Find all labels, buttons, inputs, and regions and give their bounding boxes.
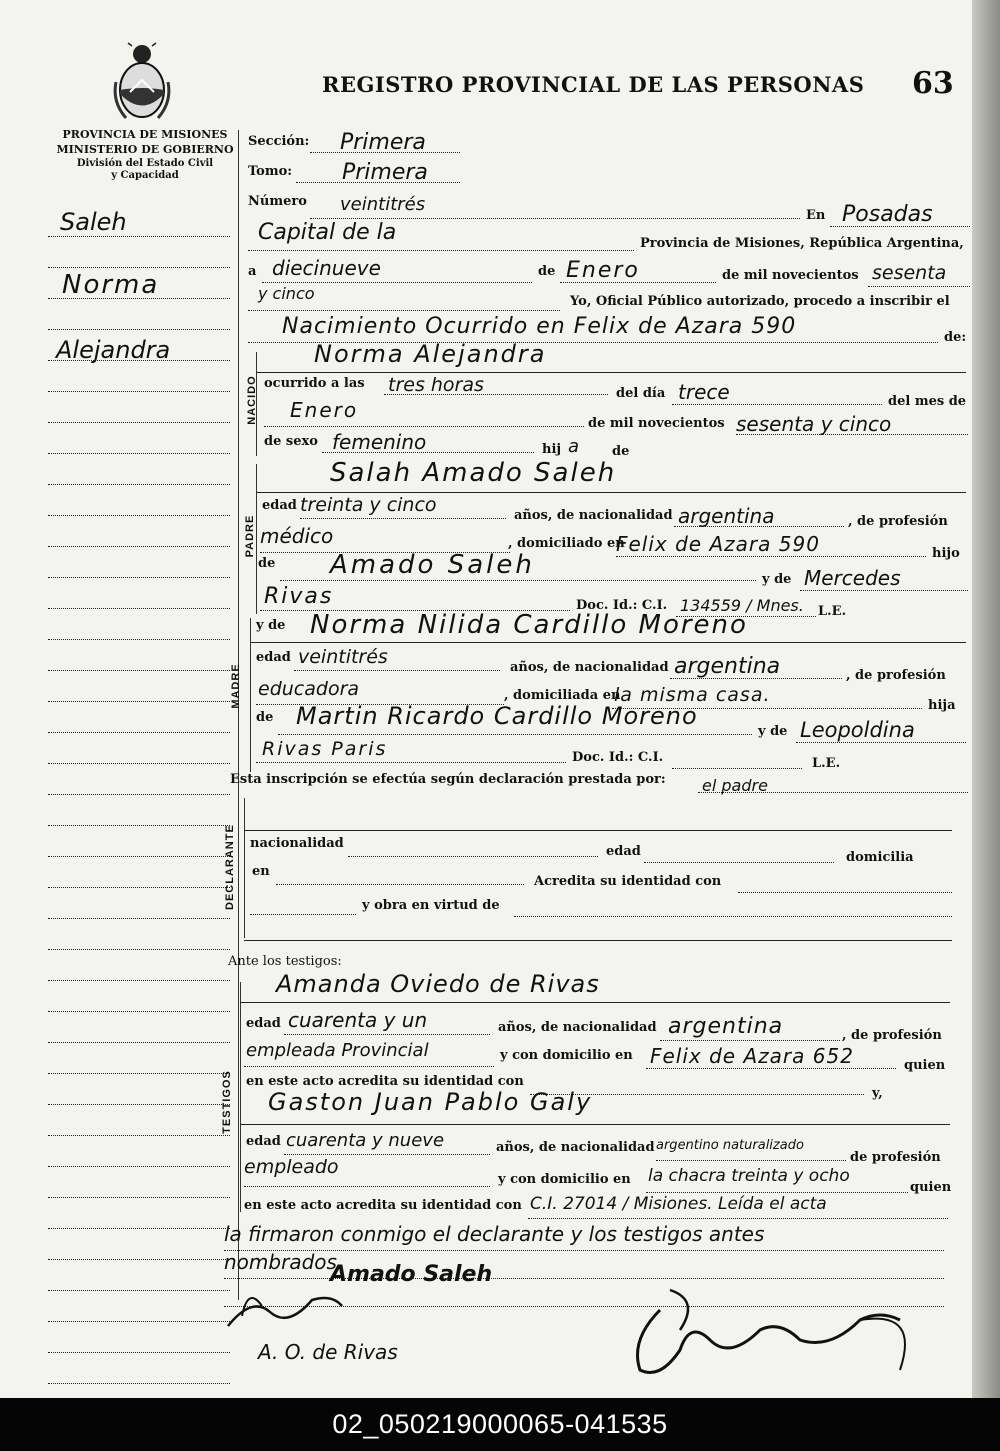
tomo-label: Tomo: (248, 164, 293, 179)
w2-profesion: empleado (244, 1156, 339, 1178)
w1-prof-line (244, 1066, 494, 1067)
officer-text: Yo, Oficial Público autorizado, procedo a inscribir el (570, 294, 950, 309)
dia-line (672, 404, 882, 405)
sexo-value: femenino (332, 430, 427, 454)
declarante-edad-line (644, 862, 834, 863)
margin-rule-line (48, 763, 230, 764)
hij-label: hij (542, 442, 562, 457)
w1-edad-line (284, 1034, 490, 1035)
w1-domicilio: Felix de Azara 652 (650, 1044, 854, 1068)
numero-value: veintitrés (340, 194, 426, 215)
w2-dom-line (646, 1192, 908, 1193)
seccion-label: Sección: (248, 134, 310, 149)
declarante-domicilia-label: domicilia (846, 850, 914, 865)
w2-name-line (240, 1124, 950, 1125)
margin-rule-line (48, 1166, 230, 1167)
w2-nacionalidad: argentino naturalizado (656, 1138, 804, 1153)
madre-edad-label: edad (256, 650, 291, 665)
padre-mother-2: Rivas (264, 584, 334, 609)
w2-edad: cuarenta y nueve (286, 1130, 445, 1151)
padre-nac-value: argentina (678, 504, 775, 528)
en-label: En (806, 208, 826, 223)
padre-edad-label: edad (262, 498, 297, 513)
margin-surname: Saleh (60, 208, 127, 236)
issuer-block (50, 128, 240, 181)
ante-testigos-label: Ante los testigos: (228, 954, 342, 969)
year-line (868, 286, 970, 287)
margin-rule-line (48, 732, 230, 733)
w2-prof-line (244, 1186, 490, 1187)
margin-rule-line (48, 1042, 230, 1043)
madre-yde2-label: y de (758, 724, 788, 739)
numero-line (310, 218, 800, 219)
nacido-year-value: sesenta y cinco (736, 412, 892, 436)
declarante-edad-label: edad (606, 844, 641, 859)
margin-rule-line (48, 1352, 230, 1353)
scan-code-footer: 02_050219000065-041535 (0, 1398, 1000, 1451)
year2-line (248, 310, 560, 311)
nacido-month-line (264, 426, 584, 427)
w1-profesion: empleada Provincial (246, 1040, 429, 1061)
ocurrido-label: ocurrido a las (264, 376, 365, 391)
padre-section-label: PADRE (244, 514, 256, 558)
w2-acredita-label: en este acto acredita su identidad con (244, 1198, 522, 1213)
place-line (248, 250, 634, 251)
issuer-line: MINISTERIO DE GOBIERNO (56, 143, 234, 156)
padre-mother-1: Mercedes (804, 566, 901, 590)
signature-scribble-icon (222, 1276, 402, 1336)
declarante-obra-pre-line (250, 914, 356, 915)
declarante-section-label: DECLARANTE (224, 824, 236, 910)
w2-id-line (528, 1218, 948, 1219)
w2-prof-label: de profesión (850, 1150, 941, 1165)
en-value: Posadas (842, 202, 933, 227)
margin-rule-line (48, 608, 230, 609)
w1-prof-label: , de profesión (842, 1028, 942, 1043)
declarante-en-line (276, 884, 524, 885)
closing-line-1: la firmaron conmigo el declarante y los testigos antes (224, 1222, 765, 1246)
testigos-section-label: TESTIGOS (221, 1070, 233, 1134)
madre-father-line (278, 734, 752, 735)
madre-nac-label: años, de nacionalidad (510, 660, 669, 675)
day-line (262, 282, 532, 283)
declarante-obra-line (514, 916, 952, 917)
declarante-name-line (244, 830, 952, 831)
w1-name: Amanda Oviedo de Rivas (276, 970, 600, 998)
nacido-name: Norma Alejandra (314, 340, 547, 368)
padre-dom-label: , domiciliado en (508, 536, 625, 551)
a-label: a (248, 264, 257, 279)
official-signature-icon (620, 1280, 930, 1390)
place-value: Capital de la (258, 220, 397, 245)
nacido-de-label: de (612, 444, 630, 459)
margin-rule-line (48, 918, 230, 919)
padre-name: Salah Amado Saleh (330, 458, 617, 488)
margin-rule-line (48, 639, 230, 640)
madre-edad-line (294, 670, 500, 671)
registry-title: REGISTRO PROVINCIAL DE LAS PERSONAS (322, 72, 865, 97)
madre-name: Norma Nilida Cardillo Moreno (310, 610, 748, 640)
w1-nac-label: años, de nacionalidad (498, 1020, 657, 1035)
issuer-line: División del Estado Civil (76, 158, 214, 169)
madre-yde-label: y de (256, 618, 286, 633)
padre-father-value: Amado Saleh (330, 550, 535, 580)
declarante-en-label: en (252, 864, 270, 879)
w1-acredita-label: en este acto acredita su identidad con (246, 1074, 524, 1089)
w2-edad-line (284, 1154, 490, 1155)
margin-rule-line (48, 1011, 230, 1012)
nacido-name-line (256, 372, 966, 373)
margin-rule-line (48, 825, 230, 826)
margin-rule-line (48, 329, 230, 330)
madre-mother1-line (796, 742, 966, 743)
padre-name-line (256, 492, 966, 493)
padre-bracket (256, 464, 257, 614)
w2-edad-label: edad (246, 1134, 281, 1149)
mes-label: del mes de (888, 394, 967, 409)
madre-nac-value: argentina (674, 654, 781, 679)
nacido-section-label: NACIDO (246, 375, 258, 425)
issuer-line: y Capacidad (111, 170, 179, 181)
padre-doc-label: Doc. Id.: C.I. (576, 598, 668, 613)
testigos-bracket (240, 982, 241, 1212)
madre-name-line (250, 642, 966, 643)
padre-prof-value: médico (260, 524, 334, 548)
margin-rule-line (48, 1073, 230, 1074)
margin-rule-line (48, 1259, 230, 1260)
sexo-label: de sexo (264, 434, 318, 449)
madre-dom-value: la misma casa. (614, 684, 771, 706)
padre-father-line (280, 580, 756, 581)
w2-dom-label: y con domicilio en (498, 1172, 631, 1187)
margin-given-name-1: Norma (62, 270, 160, 300)
numero-label: Número (248, 194, 307, 209)
padre-dom-line (616, 556, 926, 557)
margin-rule-line (48, 856, 230, 857)
madre-doc-line (672, 768, 802, 769)
margin-rule-line (48, 1135, 230, 1136)
hij-suffix: a (568, 436, 580, 457)
padre-hijo-label: hijo (932, 546, 960, 561)
issuer-line: PROVINCIA DE MISIONES (62, 128, 228, 141)
month-value: Enero (566, 258, 640, 283)
margin-rule-line (48, 577, 230, 578)
closing-line-2: nombrados. (224, 1250, 344, 1274)
margin-given-name-2: Alejandra (56, 336, 171, 364)
margin-rule-line (48, 701, 230, 702)
nacido-year-prefix: de mil novecientos (588, 416, 725, 431)
padre-doc-value: 134559 / Mnes. (680, 596, 804, 615)
madre-prof-label: , de profesión (846, 668, 946, 683)
margin-rule-line (48, 515, 230, 516)
year-prefix: de mil novecientos (722, 268, 859, 283)
time-value: tres horas (388, 374, 484, 396)
padre-dom-value: Felix de Azara 590 (616, 532, 820, 556)
declarante-obra-label: y obra en virtud de (362, 898, 500, 913)
madre-hija-label: hija (928, 698, 956, 713)
margin-rule-line (48, 949, 230, 950)
madre-dom-label: , domiciliada en (504, 688, 621, 703)
margin-rule-line (48, 236, 230, 237)
declaracion-value: el padre (702, 776, 768, 795)
w1-nac-line (660, 1040, 840, 1041)
w2-quien-label: quien (910, 1180, 952, 1195)
declarante-nac-line (348, 856, 598, 857)
w2-id: C.I. 27014 / Misiones. Leída el acta (530, 1194, 827, 1214)
padre-nac-label: años, de nacionalidad (514, 508, 673, 523)
nacido-month: Enero (290, 398, 359, 422)
madre-le-label: L.E. (812, 756, 841, 771)
seccion-value: Primera (340, 130, 426, 155)
madre-mother2-line (256, 762, 566, 763)
de-colon: de: (944, 330, 967, 345)
madre-de-label: de (256, 710, 274, 725)
w2-nac-label: años, de nacionalidad (496, 1140, 655, 1155)
margin-rule-line (48, 1104, 230, 1105)
w1-edad-label: edad (246, 1016, 281, 1031)
w1-dom-line (646, 1068, 896, 1069)
w1-dom-label: y con domicilio en (500, 1048, 633, 1063)
margin-rule-line (48, 1383, 230, 1384)
margin-rule-line (48, 453, 230, 454)
margin-rule-line (48, 980, 230, 981)
signature-2: A. O. de Rivas (258, 1340, 398, 1364)
de-label: de (538, 264, 556, 279)
w1-y-label: y, (872, 1086, 883, 1101)
declarante-acredita-label: Acredita su identidad con (534, 874, 722, 889)
margin-rule-line (48, 1197, 230, 1198)
w2-name: Gaston Juan Pablo Galy (268, 1088, 593, 1116)
padre-le-label: L.E. (818, 604, 847, 619)
madre-edad-value: veintitrés (298, 646, 388, 668)
padre-mother1-line (800, 590, 968, 591)
margin-rule-line (48, 670, 230, 671)
day-value: diecinueve (272, 256, 381, 280)
madre-mother-1: Leopoldina (800, 718, 915, 742)
madre-section-label: MADRE (230, 663, 242, 709)
madre-mother-2: Rivas Paris (262, 738, 388, 760)
margin-rule-line (48, 546, 230, 547)
padre-de-label: de (258, 556, 276, 571)
declarante-acredita-line (738, 892, 952, 893)
w2-nac-line (656, 1160, 846, 1161)
year-value-2: y cinco (258, 284, 315, 303)
madre-doc-label: Doc. Id.: C.I. (572, 750, 664, 765)
w2-domicilio: la chacra treinta y ocho (648, 1166, 850, 1186)
w1-edad: cuarenta y un (288, 1008, 428, 1032)
year-value-1: sesenta (872, 262, 947, 284)
declarante-bottom-line (244, 940, 952, 941)
margin-rule-line (48, 422, 230, 423)
coat-of-arms-icon (112, 42, 172, 124)
padre-prof-label: , de profesión (848, 514, 948, 529)
madre-prof-value: educadora (258, 678, 360, 700)
signature-1: Amado Saleh (330, 1262, 493, 1287)
margin-rule-line (48, 484, 230, 485)
margin-rule-line (48, 1228, 230, 1229)
margin-rule-line (48, 1321, 230, 1322)
margin-rule-line (48, 1290, 230, 1291)
margin-rule-line (48, 887, 230, 888)
dia-value: trece (678, 380, 730, 404)
declaracion-text: Esta inscripción se efectúa según declaración prestada por: (230, 772, 666, 787)
w1-quien-label: quien (904, 1058, 946, 1073)
declarante-nac-label: nacionalidad (250, 836, 344, 851)
event-value: Nacimiento Ocurrido en Felix de Azara 590 (282, 314, 797, 339)
margin-rule-line (48, 794, 230, 795)
padre-edad-line (300, 518, 506, 519)
dia-label: del día (616, 386, 666, 401)
w1-nacionalidad: argentina (668, 1014, 784, 1039)
margin-rule-line (48, 267, 230, 268)
folio-number: 63 (912, 66, 954, 101)
w1-name-line (240, 1002, 950, 1003)
margin-rule-line (48, 391, 230, 392)
madre-father-value: Martin Ricardo Cardillo Moreno (296, 702, 698, 730)
page-edge-shadow (972, 0, 1000, 1398)
padre-edad-value: treinta y cinco (300, 494, 437, 516)
province-text: Provincia de Misiones, República Argentina, (640, 236, 964, 251)
declarante-bracket (244, 798, 245, 938)
tomo-value: Primera (342, 160, 428, 185)
padre-yde-label: y de (762, 572, 792, 587)
